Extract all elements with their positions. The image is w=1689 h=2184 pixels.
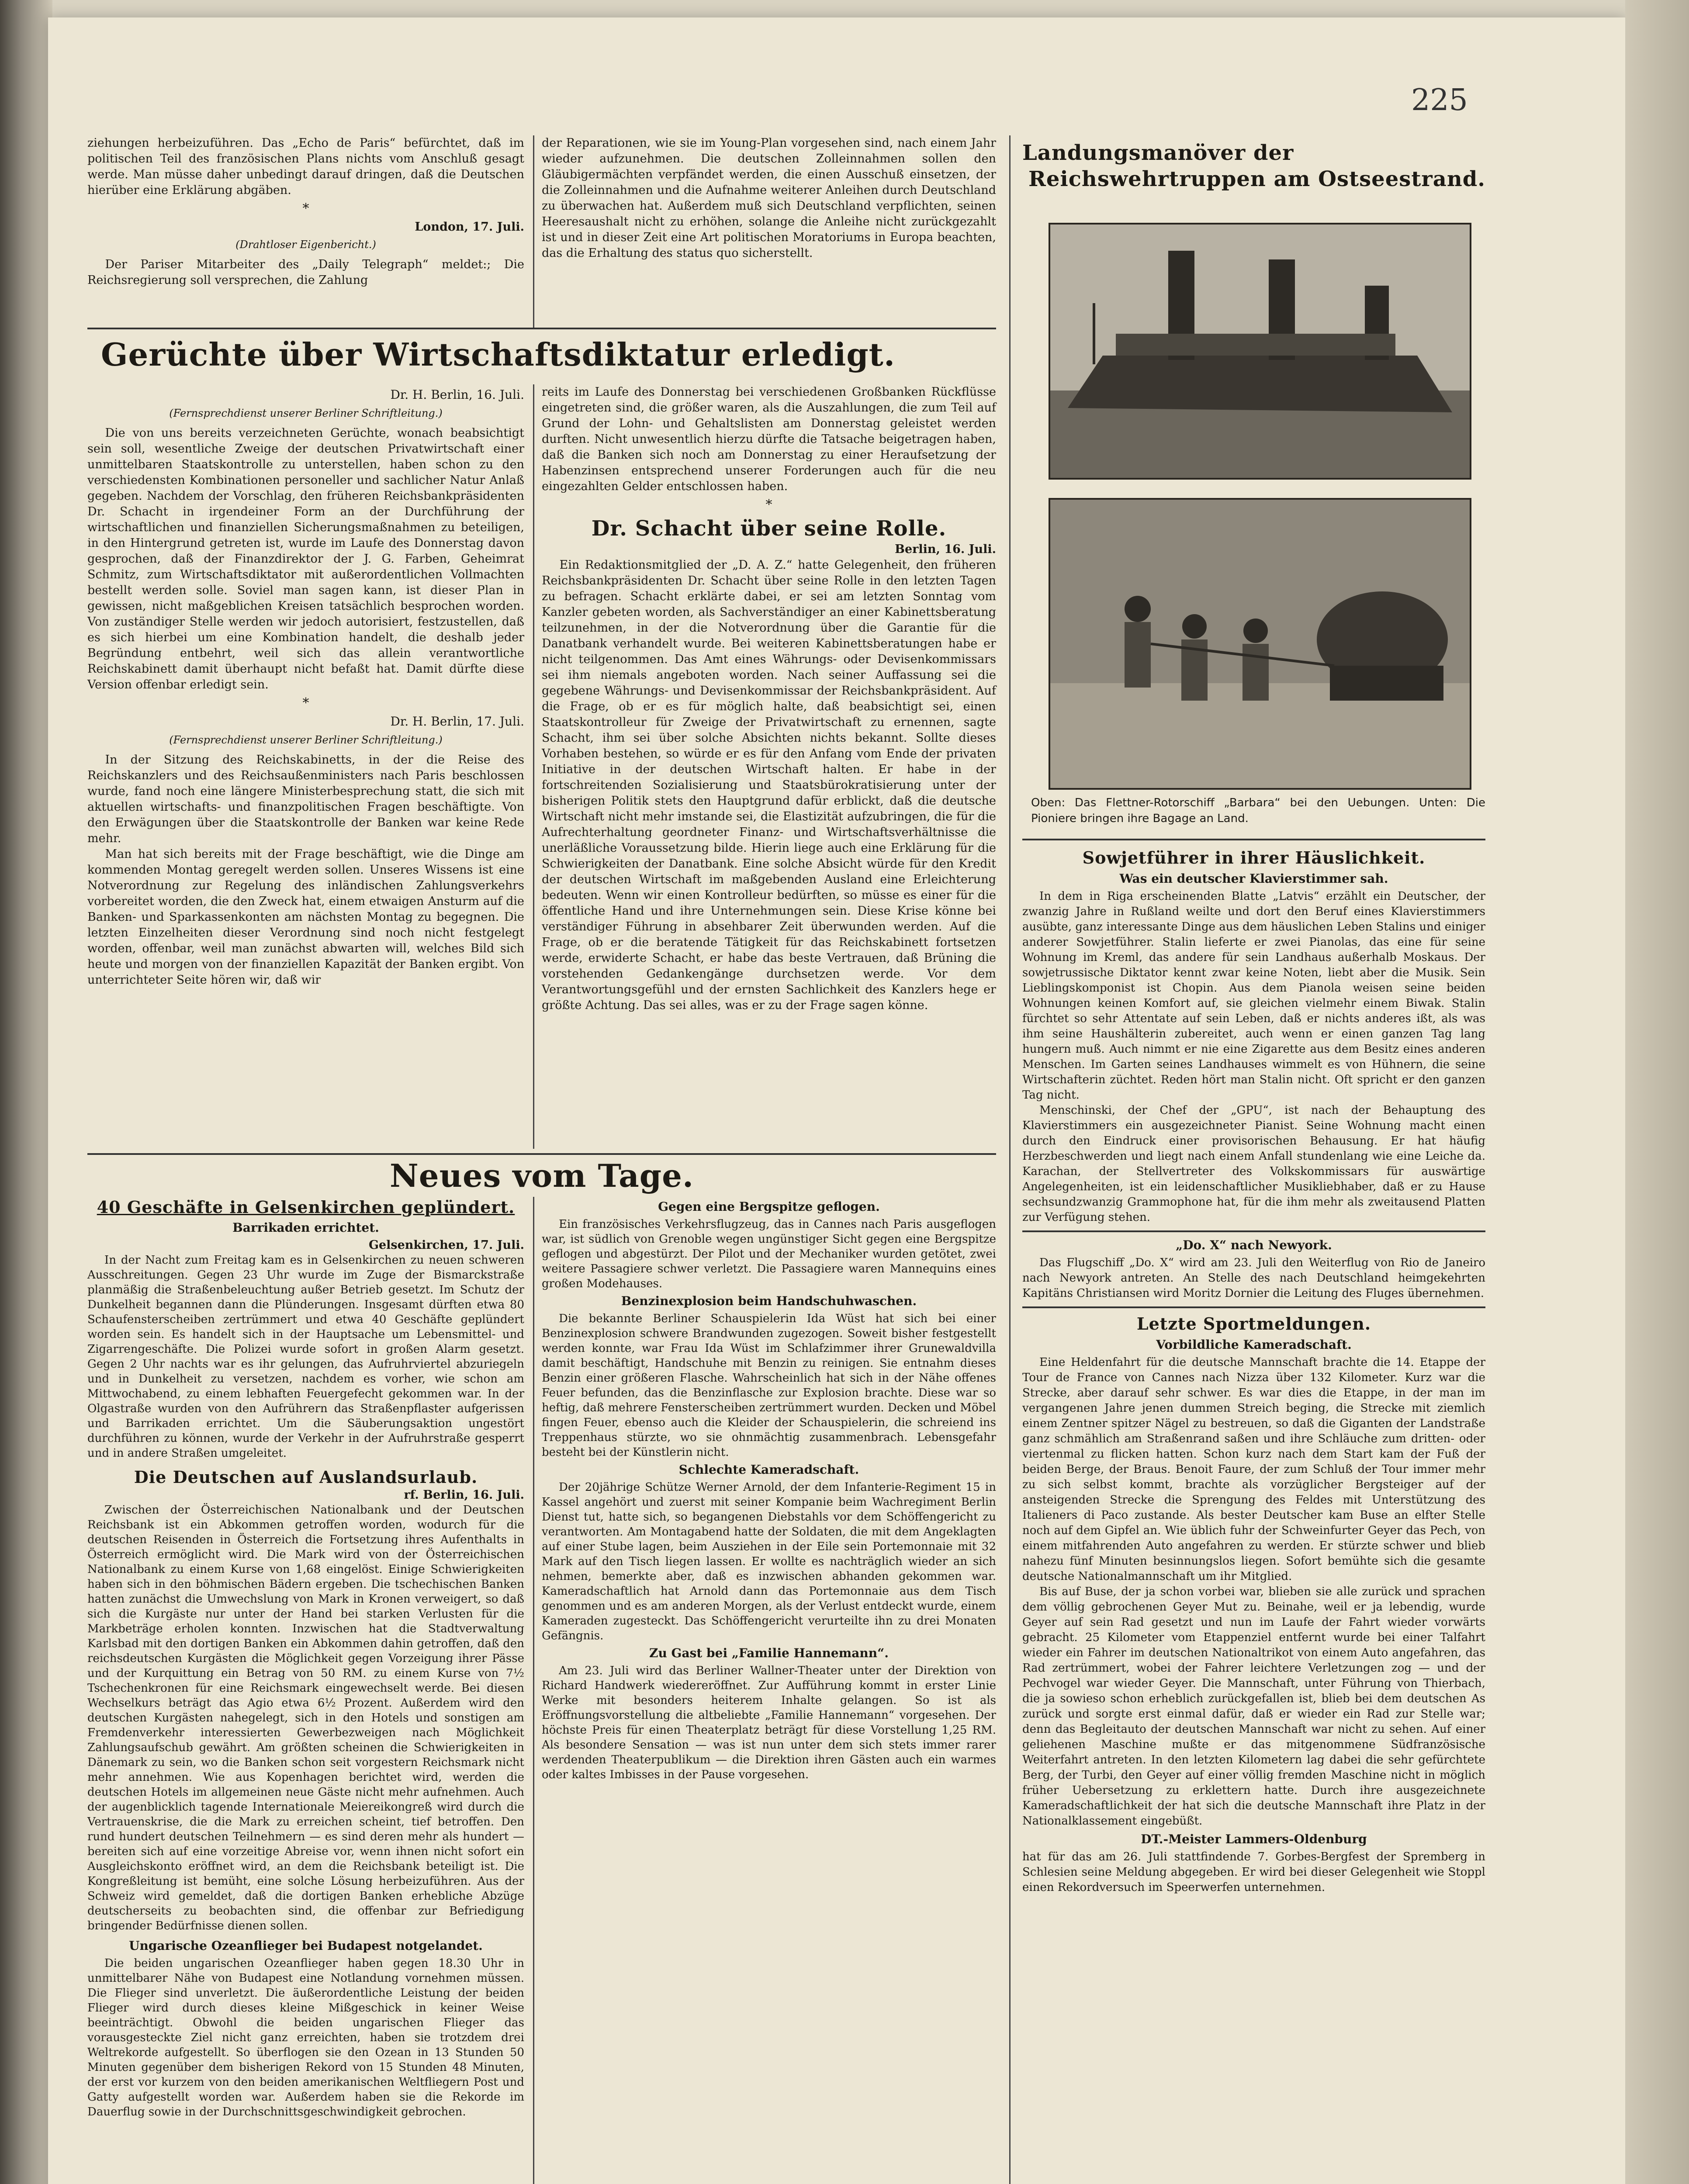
- ship-photo: [1049, 223, 1471, 480]
- neues-headline: Neues vom Tage.: [389, 1157, 694, 1194]
- col2-top: [542, 135, 996, 261]
- neues-col2: [542, 1197, 996, 1782]
- page-edge: [1625, 0, 1689, 2184]
- column-rule: [533, 384, 534, 1149]
- kameradschaft-text: Der 20jährige Schütze Werner Arnold, der dem Infanterie-Regiment 15 in Kassel angehört und zuerst mit seiner Kompanie beim Wachregiment Berlin Dienst tut, hatte sich, so begangenen Diebstahls vor dem Schöffengericht zu verantworten. Am Montagabend hatte der Soldaten, die mit dem Angeklagten auf einer Stube lagen, beim Ausziehen in der Eile sein Portemonnaie mit 32 Mark auf den Tisch liegen lassen. Er wollte es nachträglich wieder an sich nehmen, bemerkte aber, daß es inzwischen abhanden gekommen war. Kameradschaftlich hat Arnold dann das Portemonnaie aus dem Tisch genommen und es am anderen Morgen, als der Verlust entdeckt wurde, einem Kameraden zugesteckt. Das Schöffengericht verurteilte ihn zu drei Monaten Gefängnis.: [542, 1481, 996, 1642]
- geruechte-para3: Man hat sich bereits mit der Frage beschäftigt, wie die Dinge am kommenden Montag geregelt werden sollen. Unseres Wissens ist eine Notverordnung zur Regelung des inländischen Zahlungsverkehrs vorbereitet worden, die den Zweck hat, einem etwaigen Ansturm auf die Banken- und Sparkassenkonten am nächsten Montag zu begegnen. Die letzten Einzelheiten dieser Verordnung sind noch nicht festgelegt worden, offenbar, weil man zunächst abwarten will, welches Bild sich heute und morgen von der finanziellen Kapazität der Banken ergibt. Von unterrichteter Seite hören wir, daß wir: [87, 847, 524, 987]
- column-rule: [533, 135, 534, 328]
- sport-headline: Letzte Sportmeldungen.: [1136, 1314, 1371, 1334]
- schacht-headline: Dr. Schacht über seine Rolle.: [591, 516, 947, 541]
- page-number: 225: [1411, 83, 1468, 117]
- geruechte-note2: (Fernsprechdienst unserer Berliner Schriftleitung.): [169, 734, 443, 746]
- landung-headline2: Reichswehrtruppen am Ostseestrand.: [1028, 167, 1485, 191]
- col1-note: (Drahtloser Eigenbericht.): [235, 238, 376, 251]
- photo-caption: Oben: Das Flettner-Rotorschiff „Barbara“ bei den Uebungen. Unten: Die Pioniere bringen ihre Bagage an Land.: [1031, 796, 1485, 825]
- gelsenkirchen-dateline: Gelsenkirchen, 17. Juli.: [368, 1238, 524, 1252]
- gelsenkirchen-headline: 40 Geschäfte in Gelsenkirchen geplündert.: [97, 1197, 515, 1217]
- col2-top-text: der Reparationen, wie sie im Young-Plan vorgesehen sind, nach einem Jahr wieder aufzunehmen. Die deutschen Zolleinnahmen sollen den Gläubigermächten verpfändet werden, die einen Ausschuß einsetzen, der die Zolleinnahmen und die Aufnahme weiterer Anleihen durch Deutschland zu überwachen hat. Außerdem muß sich Deutschland verpflichten, seinen Heeresaushalt nicht zu erhöhen, solange die Anleihe nicht zurückgezahlt ist und in dieser Zeit eine Art politischen Moratoriums in Europa beachten, das die Erhaltung des status quo sicherstellt.: [542, 136, 996, 260]
- kameradschaft-headline: Schlechte Kameradschaft.: [678, 1462, 859, 1477]
- section-rule: [1022, 1306, 1485, 1308]
- dox-headline: „Do. X“ nach Newyork.: [1176, 1238, 1332, 1252]
- schacht-dateline: Berlin, 16. Juli.: [895, 543, 996, 556]
- auslandsurlaub-dateline: rf. Berlin, 16. Juli.: [404, 1488, 524, 1502]
- separator-star: *: [302, 201, 309, 216]
- sport-text2: Bis auf Buse, der ja schon vorbei war, blieben sie alle zurück und sprachen dem völlig gebrochenen Geyer Mut zu. Beinahe, weil er ja lebendig, wurde Geyer auf sein Rad gesetzt und nun im Laufe der Fahrt wieder vorwärts gebracht. 25 Kilometer vom Etappenziel entfernt wurde bei einer Talfahrt wieder ein Fahrer im deutschen Nationaltrikot von einem Auto angefahren, das Rad zertrümmert, wobei der Fahrer leichtere Verletzungen zog — und der Pechvogel war wieder Geyer. Die Mannschaft, unter Führung von Thierbach, die ja sowieso schon erheblich zurückgefallen ist, blieb bei dem deutschen As zurück und sorgte erst einmal dafür, daß er wieder ein Rad zur Stelle war; denn das Begleitauto der deutschen Mannschaft war nicht zu sehen. Auf einer geliehenen Maschine mußte er das mitgenommene Südfranzösische Weiterfahrt antreten. In den letzten Kilometern lag dabei die sehr gefürchtete Berg, der Turbi, den Geyer auf einer völlig fremden Maschine nicht in möglich früher Uebersetzung zu erklettern hatte. Durch ihre ausgezeichnete Kameradschaftlichkeit der hat sich die deutsche Mannschaft ihre Platz in der Nationalklassement eingebüßt.: [1022, 1585, 1485, 1828]
- section-rule: [1022, 839, 1485, 840]
- separator-star: *: [302, 695, 309, 711]
- benzin-text: Die bekannte Berliner Schauspielerin Ida Wüst hat sich bei einer Benzinexplosion schwere Brandwunden zugezogen. Soweit bisher festgestellt werden konnte, war Frau Ida Wüst im Schlafzimmer ihrer Grunewaldvilla damit beschäftigt, Handschuhe mit Benzin zu reinigen. Sie entnahm dieses Benzin einer größeren Flasche. Wahrscheinlich hat sich in der Nähe offenes Feuer befunden, das die Benzinflasche zur Explosion brachte. Diese war so heftig, daß mehrere Fensterscheiben zertrümmert wurden. Decken und Möbel fingen Feuer, ebenso auch die Kleider der Schauspielerin, die schreiend ins Treppenhaus stürzte, wo sie ohnmächtig zusammenbrach. Lebensgefahr besteht bei der Künstlerin nicht.: [542, 1312, 996, 1459]
- col1-top: [87, 135, 524, 288]
- section-rule: [87, 1153, 996, 1155]
- section-rule: [1022, 1230, 1485, 1232]
- section-rule: [87, 328, 996, 329]
- col2-mid-text: reits im Laufe des Donnerstag bei verschiedenen Großbanken Rückflüsse eingetreten sind, die größer waren, als die Auszahlungen, die zum Teil auf Grund der Lohn- und Gehaltslisten am Donnerstag geleistet werden durften. Nicht unwesentlich hierzu dürfte die Tatsache beigetragen haben, daß die Banken sich noch am Donnerstag zu einer Heraufsetzung der Habenzinsen entsprechend unserer Forderungen auch für die neu eingezahlten Gelder entschlossen haben.: [542, 385, 996, 493]
- sowjet-headline: Sowjetführer in ihrer Häuslichkeit.: [1082, 848, 1426, 867]
- sport-text: Eine Heldenfahrt für die deutsche Mannschaft brachte die 14. Etappe der Tour de France von Cannes nach Nizza über 132 Kilometer. Kurz war die Strecke, aber darauf sehr schwer. Es war dies die Etappe, in der man im vergangenen Jahre jenen dummen Streich beging, die Strecke mit ziemlich einem Zentner spitzer Nägel zu bestreuen, so daß die Giganten der Landstraße ganz schmählich am Straßenrand saßen und ihre Schläuche zum dritten- oder viertenmal zu flicken hatten. Schon kurz nach dem Start kam der Fuß der beiden Berge, der Braus. Benoit Faure, der zum Schluß der Tour immer mehr zu sich selbst kommt, brachte als vorzüglicher Bergsteiger auf der ansteigenden Strecke die Sprengung des Feldes mit Unterstützung des Italieners di Paco zustande. Als bester Deutscher kam Buse an elfter Stelle noch auf dem Gipfel an. Wie üblich fuhr der Schweinfurter Geyer das Pech, von einem mitfahrenden Auto angefahren zu werden. Er stürzte schwer und blieb nahezu fünf Minuten besinnungslos liegen. Sofort bemühte sich die gesamte deutsche Nationalmannschaft um ihr Mitglied.: [1022, 1356, 1485, 1583]
- rotor-ship-image: [1050, 225, 1470, 478]
- sowjet-text: In dem in Riga erscheinenden Blatte „Latvis“ erzählt ein Deutscher, der zwanzig Jahre in Rußland weilte und dort den Beruf eines Klavierstimmers ausübte, ganz interessante Dinge aus dem häuslichen Leben Stalins und einiger anderer Sowjetführer. Stalin lieferte er zwei Pianolas, das eine für seine Wohnung im Kreml, das andere für sein Landhaus außerhalb Moskaus. Der sowjetrussische Diktator kennt zwar keine Noten, liebt aber die Musik. Sein Lieblingskomponist ist Chopin. Aus dem Pianola weisen seine beiden Wohnungen keinen Komfort auf, sie gleichen vielmehr einem Biwak. Stalin fürchtet so sehr Attentate auf sein Leben, daß er nichts anderes ißt, als was ihm seine Haushälterin zubereitet, auch wenn er einen ganzen Tag lang hungern muß. Auch nimmt er nie eine Zigarette aus dem Besitz eines anderen Menschen. Im Garten seines Landhauses wimmelt es von Hühnern, die seine Wirtschafterin züchtet. Reden hört man Stalin nicht. Oft spricht er den ganzen Tag nicht.: [1022, 890, 1485, 1102]
- geruechte-byline2: Dr. H. Berlin, 17. Juli.: [390, 714, 524, 729]
- auslandsurlaub-headline: Die Deutschen auf Auslandsurlaub.: [134, 1467, 478, 1487]
- column-rule: [1009, 135, 1011, 2184]
- geruechte-para2: In der Sitzung des Reichskabinetts, in der die Reise des Reichskanzlers und des Reichsaußenministers nach Paris beschlossen wurde, fand noch eine längere Ministerbesprechung statt, die sich mit aktuellen wirtschafts- und finanzpolitischen Fragen beschäftigte. Von den Erwägungen über die Staatskontrolle der Banken war keine Rede mehr.: [87, 753, 524, 845]
- geruechte-article: [87, 384, 524, 988]
- auslandsurlaub-text: Zwischen der Österreichischen Nationalbank und der Deutschen Reichsbank ist ein Abkommen getroffen worden, wodurch für die deutschen Reisenden in Österreich die Fortsetzung ihres Aufenthalts in Österreich ermöglicht wird. Die Mark wird von der Österreichischen Nationalbank zu einem Kurse von 1,68 eingelöst. Einige Schwierigkeiten haben sich in den böhmischen Bädern ergeben. Die tschechischen Banken hatten zunächst die Umwechslung von Mark in Kronen verweigert, so daß sich die Kurgäste nur unter der Hand bei starken Verlusten für die Markbeträge erholen konnten. Inzwischen hat die Stadtverwaltung Karlsbad mit den dortigen Banken ein Abkommen dahin getroffen, daß den reichsdeutschen Kurgästen die Möglichkeit gegen Vorzeigung ihrer Pässe und der Kurquittung ein Betrag von 50 RM. zu einem Kurse von 7½ Tschechenkronen für eine Reichsmark eingewechselt werde. Bei diesen Wechselkurs beträgt das Agio etwa 6½ Prozent. Außerdem wird den deutschen Kurgästen nahegelegt, sich in den Hotels und sonstigen am Fremdenverkehr interessierten Gewerbezweigen nach Möglichkeit Zahlungsaufschub gewährt. Am größten scheinen die Schwierigkeiten in Dänemark zu sein, wo die Banken schon seit vorgestern Reichsmark nicht mehr annehmen. Wie aus Kopenhagen berichtet wird, werden die deutschen Hotels im allgemeinen neue Gäste nicht mehr aufnehmen. Auch der augenblicklich tagende Internationale Meiereikongreß wird durch die Vertrauenskrise, die die Mark zu erreichen scheint, tief betroffen. Den rund hundert deutschen Teilnehmern — es sind deren mehr als hundert — bereiten sich auf eine vorzeitige Abreise vor, wenn ihnen nicht sofort ein Ausgleichskonto eröffnet wird, an dem die Reichsbank beteiligt ist. Die Kongreßleitung ist bemüht, eine solche Lösung herbeizuführen. Aus der Schweiz wird gemeldet, daß die dortigen Banken erhebliche Abzüge deutscherseits zu beobachten sind, die offenbar zur Befriedigung bringender Bedürfnisse dienen sollen.: [87, 1503, 524, 1932]
- lammers-headline: DT.-Meister Lammers-Oldenburg: [1141, 1832, 1367, 1846]
- col1-top-text2: Der Pariser Mitarbeiter des „Daily Telegraph“ meldet:; Die Reichsregierung soll versprechen, die Zahlung: [87, 258, 524, 287]
- gelsenkirchen-subtitle: Barrikaden errichtet.: [232, 1220, 379, 1235]
- sport-subtitle: Vorbildliche Kameradschaft.: [1156, 1337, 1352, 1352]
- separator-star: *: [765, 497, 772, 512]
- col2-mid: [542, 384, 996, 1013]
- neues-col1: [87, 1197, 524, 2119]
- ozeanflieger-headline: Ungarische Ozeanflieger bei Budapest notgelandet.: [129, 1939, 483, 1953]
- col1-top-text: ziehungen herbeizuführen. Das „Echo de Paris“ befürchtet, daß im politischen Teil des französischen Plans nichts vom Anschluß gesagt werde. Man müsse daher unbedingt darauf dringen, daß die Deutschen hierüber eine Erklärung abgäben.: [87, 136, 524, 197]
- benzin-headline: Benzinexplosion beim Handschuhwaschen.: [621, 1294, 917, 1308]
- ozeanflieger-text: Die beiden ungarischen Ozeanflieger haben gegen 18.30 Uhr in unmittelbarer Nähe von Budapest eine Notlandung vornehmen müssen. Die Flieger sind unverletzt. Die äußerordentliche Leistung der beiden Flieger wird durch dieses kleine Mißgeschick in keiner Weise beeinträchtigt. Obwohl die beiden ungarischen Flieger das vorausgesteckte Ziel nicht ganz erreichten, haben sie trotzdem drei Weltrekorde aufgestellt. So überflogen sie den Ozean in 13 Stunden 50 Minuten gegenüber dem bisherigen Rekord von 15 Stunden 48 Minuten, der erst vor kurzem von den beiden amerikanischen Weltfliegern Post und Gatty aufgestellt worden war. Außerdem haben sie die Rekorde im Dauerflug sowie in der Durchschnittsgeschwindigkeit gebrochen.: [87, 1957, 524, 2118]
- pioneers-photo: [1049, 498, 1471, 790]
- landung-headline1: Landungsmanöver der: [1022, 141, 1294, 165]
- geruechte-byline1: Dr. H. Berlin, 16. Juli.: [390, 387, 524, 402]
- bergspitze-text: Ein französisches Verkehrsflugzeug, das in Cannes nach Paris ausgeflogen war, ist südlich von Grenoble wegen ungünstiger Sicht gegen eine Bergspitze geflogen und abgestürzt. Der Pilot und der Mechaniker wurden getötet, zwei weitere Passagiere schwer verletzt. Die Passagiere waren Mannequins eines großen Modehauses.: [542, 1218, 996, 1290]
- sowjet-subtitle: Was ein deutscher Klavierstimmer sah.: [1119, 871, 1388, 886]
- geruechte-note1: (Fernsprechdienst unserer Berliner Schriftleitung.): [169, 407, 443, 419]
- dox-text: Das Flugschiff „Do. X“ wird am 23. Juli den Weiterflug von Rio de Janeiro nach Newyork antreten. An Stelle des nach Deutschland heimgekehrten Kapitäns Christiansen wird Moritz Dornier die Leitung des Fluges übernehmen.: [1022, 1256, 1485, 1300]
- hannemann-text: Am 23. Juli wird das Berliner Wallner-Theater unter der Direktion von Richard Handwerk wiedereröffnet. Zur Aufführung kommt in erster Linie Werke mit besonders heiterem Inhalte gelangen. So ist als Eröffnungsvorstellung die altbeliebte „Familie Hannemann“ vorgesehen. Der höchste Preis für einen Theaterplatz beträgt für diese Vorstellung 1,25 RM. Als besondere Sensation — was ist nun unter dem sich stets immer rarer werdenden Theaterpublikum — die Direktion ihren Gästen auch ein warmes oder kaltes Imbisses in der Pause vorgesehen.: [542, 1664, 996, 1781]
- hannemann-headline: Zu Gast bei „Familie Hannemann“.: [649, 1646, 889, 1660]
- sowjet-article: [1022, 847, 1485, 1895]
- book-binding: [0, 0, 52, 2184]
- pioneers-image: [1050, 500, 1470, 788]
- schacht-text: Ein Redaktionsmitglied der „D. A. Z.“ hatte Gelegenheit, den früheren Reichsbankpräsidenten Dr. Schacht über seine Rolle in den letzten Tagen zu befragen. Schacht erklärte dabei, er sei am letzten Sonntag vom Kanzler gebeten worden, als Sachverständiger an einer Kabinettsberatung teilzunehmen, in der die Notverordnung über die Garantie für die Danatbank verhandelt wurde. Bei weiteren Kabinettsberatungen habe er nicht teilgenommen. Das Amt eines Währungs- oder Devisenkommissars sei ihm niemals angeboten worden. Nach seiner Auffassung sei die gegebene Währungs- und Devisenkommissar der Reichsbankpräsident. Auf die Frage, ob er es für möglich halte, daß beabsichtigt sei, einen Staatskontrolleur für Zweige der Privatwirtschaft zu ernennen, sagte Schacht, ihm sei über solche Absichten nichts bekannt. Sollte dieses Vorhaben bestehen, so würde er es für den Anfang vom Ende der privaten Initiative in der deutschen Wirtschaft halten. Er habe in der fortschreitenden Sozialisierung und Staatsbürokratisierung unter der bisherigen Politik stets den Hauptgrund dafür erblickt, daß die deutsche Wirtschaft nicht mehr imstande sei, die Elastizität aufzubringen, die für die Aufrechterhaltung geordneter Finanz- und Wirtschaftsverhältnisse die unerläßliche Voraussetzung bilde. Hierin liege auch eine Erklärung für die Schwierigkeiten der Danatbank. Eine solche Absicht würde für den Kredit der deutschen Wirtschaft im maßgebenden Ausland eine Erleichterung bedeuten. Wenn wir einen Kontrolleur bedürften, so müsse es einer für die öffentliche Hand und ihre Unternehmungen sein. Diese Krise könne bei verständiger Führung in absehbarer Zeit überwunden werden. Auf die Frage, ob er die beratende Tätigkeit für das Reichskabinett fortsetzen werde, erwiderte Schacht, er habe das beste Vertrauen, daß Brüning die vorstehenden Gedankengänge durchsetzen werde. Vor dem Verantwortungsgefühl und der ernsten Sachlichkeit des Kanzlers hege er größte Achtung. Das sei alles, was er zu der Frage sagen könne.: [542, 558, 996, 1012]
- bergspitze-headline: Gegen eine Bergspitze geflogen.: [658, 1199, 880, 1214]
- col1-dateline: London, 17. Juli.: [415, 220, 524, 234]
- geruechte-headline: Gerüchte über Wirtschaftsdiktatur erledigt.: [100, 336, 896, 373]
- lammers-text: hat für das am 26. Juli stattfindende 7. Gorbes-Bergfest der Spremberg in Schlesien seine Meldung abgegeben. Er wird bei dieser Gelegenheit wie Stoppl einen Rekordversuch im Speerwerfen unternehmen.: [1022, 1850, 1485, 1894]
- sowjet-text2: Menschinski, der Chef der „GPU“, ist nach der Behauptung des Klavierstimmers ein ausgezeichneter Pianist. Seine Wohnung macht einen durch den Eindruck einer provisorischen Behausung. Er hat häufig Herzbeschwerden und liegt nach einem Anfall stundenlang wie eine Leiche da. Karachan, der Stellvertreter des Volkskommissars für auswärtige Angelegenheiten, ist ein leidenschaftlicher Musikliebhaber, daß er zu Hause sechsundzwanzig Grammophone hat, für die ihm mehr als zweitausend Platten zur Verfügung stehen.: [1022, 1104, 1485, 1224]
- column-rule: [533, 1197, 534, 2184]
- gelsenkirchen-text: In der Nacht zum Freitag kam es in Gelsenkirchen zu neuen schweren Ausschreitungen. Gegen 23 Uhr wurde im Zuge der Bismarckstraße planmäßig die Straßenbeleuchtung außer Betrieb gesetzt. Im Schutz der Dunkelheit begannen dann die Plünderungen. Insgesamt dürften etwa 80 Schaufensterscheiben zertrümmert und etwa 40 Geschäfte geplündert worden sein. Es handelt sich in der Hauptsache um Lebensmittel- und Zigarrengeschäfte. Die Polizei wurde sofort in großen Alarm gesetzt. Gegen 2 Uhr nachts war es ihr gelungen, das Aufruhrviertel abzuriegeln und in Dunkelheit zu versetzen, nachdem es vorher, wie schon am Mittwochabend, zu einem lebhaften Feuergefecht gekommen war. In der Olgastraße wurden von den Aufrührern das Straßenpflaster aufgerissen und Barrikaden errichtet. Um die Säuberungsaktion ungestört durchführen zu können, wurde der Verkehr in der Aufruhrstraße gesperrt und in andere Straßen umgeleitet.: [87, 1254, 524, 1460]
- geruechte-para1: Die von uns bereits verzeichneten Gerüchte, wonach beabsichtigt sein soll, wesentliche Zweige der deutschen Privatwirtschaft einer unmittelbaren Staatskontrolle zu unterstellen, haben schon zu den verschiedensten Kombinationen personeller und sachlicher Natur Anlaß gegeben. Nachdem der Vorschlag, den früheren Reichsbankpräsidenten Dr. Schacht in irgendeiner Form an der Durchführung der wirtschaftlichen und finanziellen Sicherungsmaßnahmen zu beteiligen, in den Hintergrund getreten ist, wurde im Laufe des Donnerstag davon gesprochen, daß der Finanzdirektor der J. G. Farben, Geheimrat Schmitz, zum Wirtschaftsdiktator mit außerordentlichen Vollmachten bestellt werden solle. Soviel man sagen kann, ist dieser Plan in gewissen, nicht maßgeblichen Kreisen tatsächlich besprochen worden. Von zuständiger Stelle werden wir jedoch autorisiert, festzustellen, daß es sich hierbei um eine Kombination handelt, die deshalb jeder Begründung entbehrt, weil sich das allein verantwortliche Reichskabinett damit überhaupt nicht befaßt hat. Damit dürfte diese Version offenbar erledigt sein.: [87, 426, 524, 691]
